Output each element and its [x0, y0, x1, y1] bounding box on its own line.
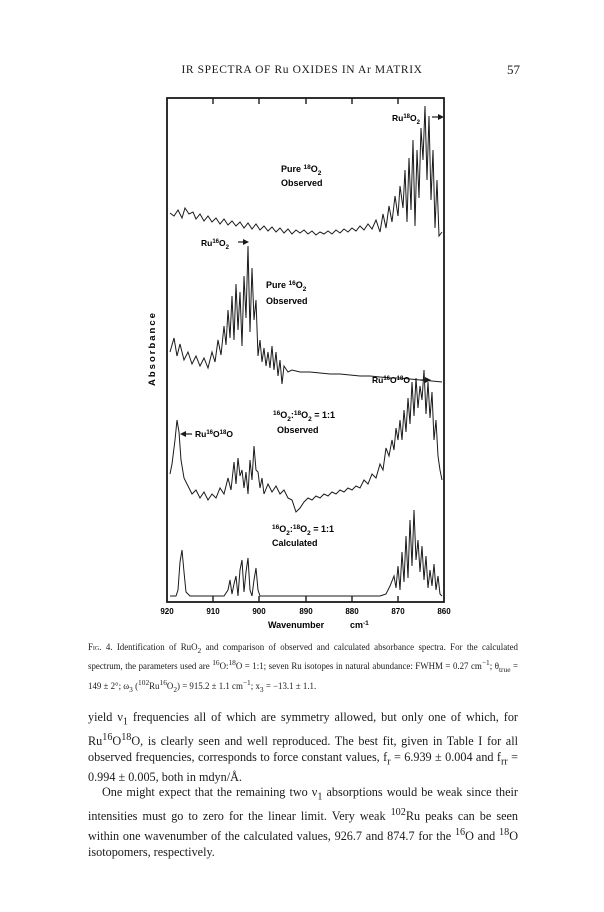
- spectrum-mixed-calculated: [170, 510, 442, 596]
- x-tick-900: 900: [252, 607, 266, 616]
- x-tick-880: 880: [345, 607, 359, 616]
- spectrum-pure-18o2: [170, 106, 442, 236]
- label-ru18o2: $Ru^{18}O_2$: [392, 113, 420, 126]
- x-tick-860: 860: [437, 607, 451, 616]
- x-tick-870: 870: [391, 607, 405, 616]
- arrow-ru16o18o-left: [180, 431, 192, 437]
- running-title: IR SPECTRA OF Ru OXIDES IN Ar MATRIX: [181, 64, 423, 76]
- panel3-line1: $^{16}O_2:^{18}O_2$ = 1:1: [273, 410, 336, 423]
- label-ru16o18o-right: $Ru^{16}O^{18}O$: [372, 375, 410, 385]
- panel4-line1: $^{16}O_2:^{18}O_2$ = 1:1: [272, 524, 335, 537]
- x-tick-920: 920: [160, 607, 174, 616]
- x-axis-label: Wavenumber: [268, 620, 325, 630]
- label-ru16o2: $Ru^{16}O_2$: [201, 238, 229, 251]
- figure-caption: Fig. 4. Identification of RuO$_2$ and comparison of observed and calculated absorbance spectra. For the calculated spectrum, the parameters used are $^{16}$O:$^{18}$O = 1:1; seven Ru isotopes in natural abundance: FWHM = 0.27 $cm^{-1}$; $\theta_{true} = 149 \pm 2^\circ$; $\omega_3$ $(^{102}Ru^{16}O_2) = 915.2 \pm 1.1$ $cm^{-1}$; $x_3 = -13.1 \pm 1.1$.: [88, 642, 519, 694]
- arrow-ru18o2: [432, 114, 444, 120]
- panel2-line1: Pure $^{16}O_2$: [266, 280, 307, 293]
- panel3-line2: Observed: [277, 425, 319, 435]
- panel4-line2: Calculated: [272, 538, 318, 548]
- arrow-ru16o2: [238, 239, 249, 245]
- paragraph-2: One might expect that the remaining two $\nu_1$ absorptions would be weak since their intensities must go to zero for the linear limit. Very weak $^{102}$Ru peaks can be seen within one wavenumber of the calculated values, 926.7 and 874.7 for the $^{16}$O and $^{18}$O isotopomers, respectively.: [88, 785, 518, 859]
- paragraph-1: yield $\nu_1$ frequencies all of which are symmetry allowed, but only one of which, for $Ru^{16}O^{18}O$, is clearly seen and well reproduced. The best fit, given in Table I for all observed frequencies, corresponds to force constant values, $f_r = 6.939 \pm 0.004$ and $f_{rr} = 0.994 \pm 0.005$, both in mdyn/Å.: [88, 710, 519, 784]
- panel2-line2: Observed: [266, 296, 308, 306]
- spectrum-mixed-observed: [170, 370, 442, 512]
- x-tick-890: 890: [299, 607, 313, 616]
- x-axis-unit: $cm^{-1}$: [350, 620, 369, 630]
- bottom-ticks: [213, 596, 398, 602]
- y-axis-label: Absorbance: [147, 311, 158, 386]
- page-number: 57: [507, 62, 520, 77]
- x-tick-910: 910: [206, 607, 220, 616]
- x-tick-labels: [160, 607, 451, 616]
- label-ru16o18o-left: $Ru^{16}O^{18}O$: [195, 429, 233, 439]
- body-text: [88, 710, 518, 860]
- panel1-line1: Pure $^{18}O_2$: [281, 164, 322, 177]
- panel1-line2: Observed: [281, 178, 323, 188]
- spectrum-pure-16o2: [170, 246, 442, 384]
- arrow-ru16o18o-right: [420, 377, 431, 383]
